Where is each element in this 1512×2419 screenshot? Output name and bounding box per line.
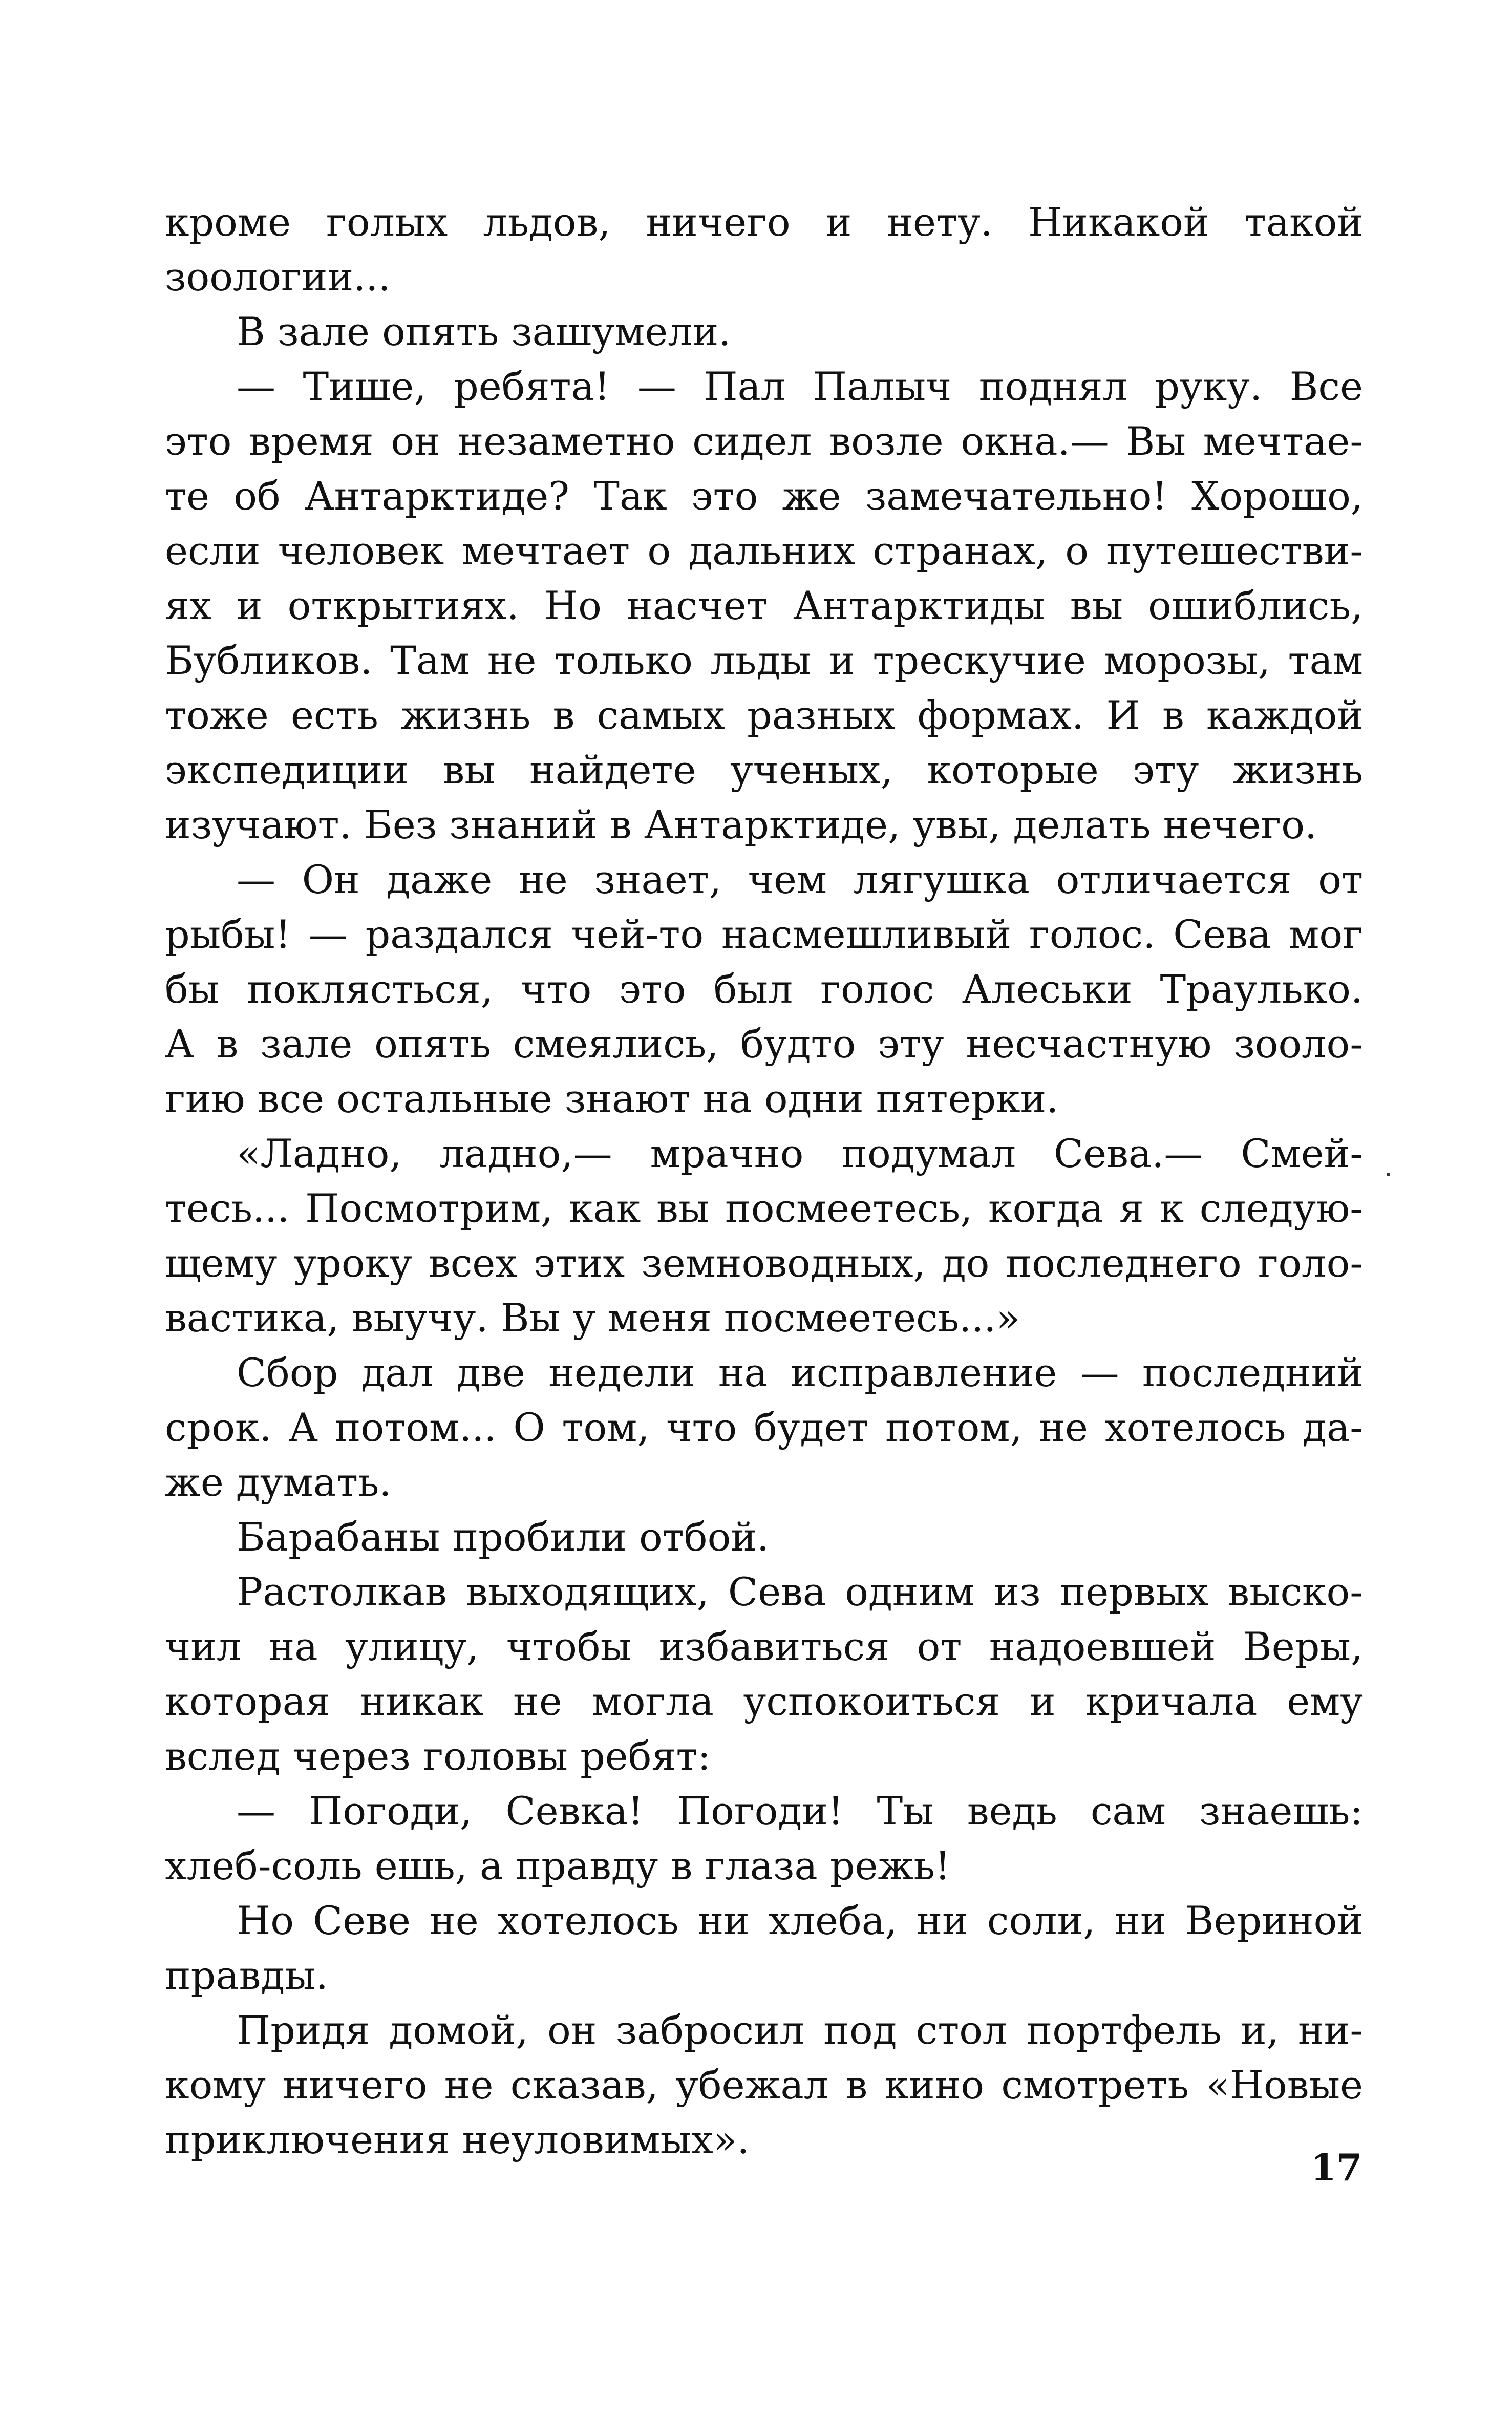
text-line: А в зале опять смеялись, будто эту несчастную зооло- [165,1021,1363,1067]
text-line: хлеб-соль ешь, а правду в глаза режь! [165,1843,951,1888]
text-line: гию все остальные знают на одни пятерки. [165,1076,1059,1121]
text-line: «Ладно, ладно,— мрачно подумал Сева.— Смей- [237,1131,1363,1176]
text-line: Растолкав выходящих, Сева одним из первых выско- [237,1569,1363,1615]
text-line: приключения неуловимых». [165,2117,750,2162]
text-line: зоологии... [165,254,391,300]
text-line: Бубликов. Там не только льды и трескучие морозы, там [165,638,1363,683]
text-line: вслед через головы ребят: [165,1733,711,1779]
text-line: Сбор дал две недели на исправление — последний [237,1350,1363,1395]
text-line: вастика, выучу. Вы у меня посмеетесь...» [165,1295,1020,1341]
text-line: — Он даже не знает, чем лягушка отличается от [237,857,1363,902]
text-line: же думать. [165,1459,392,1505]
text-line: правды. [165,1953,328,1998]
text-line: щему уроку всех этих земноводных, до последнего голо- [165,1240,1363,1286]
text-line: В зале опять зашумели. [237,309,731,354]
text-line: экспедиции вы найдете ученых, которые эту жизнь [165,747,1363,793]
text-line: которая никак не могла успокоиться и кричала ему [165,1679,1363,1724]
text-line: те об Антарктиде? Так это же замечательно! Хорошо, [165,473,1363,519]
page-number: 17 [1310,2146,1362,2189]
text-line: если человек мечтает о дальних странах, о путешестви- [165,528,1363,574]
text-line: это время он незаметно сидел возле окна.— Вы мечтае- [165,418,1363,464]
text-line: — Погоди, Севка! Погоди! Ты ведь сам знаешь: [237,1788,1363,1834]
text-line: кроме голых льдов, ничего и нету. Никакой такой [165,199,1363,245]
text-line: бы поклясться, что это был голос Алеськи Траулько. [165,966,1363,1012]
text-line: срок. А потом... О том, что будет потом, не хотелось да- [165,1405,1363,1450]
text-line: — Тише, ребята! — Пал Палыч поднял руку. Все [237,364,1363,409]
text-line: тесь... Посмотрим, как вы посмеетесь, когда я к следую- [165,1185,1363,1231]
text-line: тоже есть жизнь в самых разных формах. И в каждой [165,692,1363,738]
text-line: ях и открытиях. Но насчет Антарктиды вы ошиблись, [165,583,1363,628]
text-line: изучают. Без знаний в Антарктиде, увы, делать нечего. [165,802,1317,847]
text-line: Но Севе не хотелось ни хлеба, ни соли, ни Вериной [237,1898,1363,1943]
text-line: кому ничего не сказав, убежал в кино смотреть «Новые [165,2062,1363,2108]
text-line: чил на улицу, чтобы избавиться от надоевшей Веры, [165,1624,1363,1669]
print-speck [1387,1173,1390,1176]
text-line: Придя домой, он забросил под стол портфель и, ни- [237,2007,1363,2053]
text-line: рыбы! — раздался чей-то насмешливый голос. Сева мог [165,911,1363,957]
page-text [165,195,1363,2167]
text-line: Барабаны пробили отбой. [237,1514,770,1560]
